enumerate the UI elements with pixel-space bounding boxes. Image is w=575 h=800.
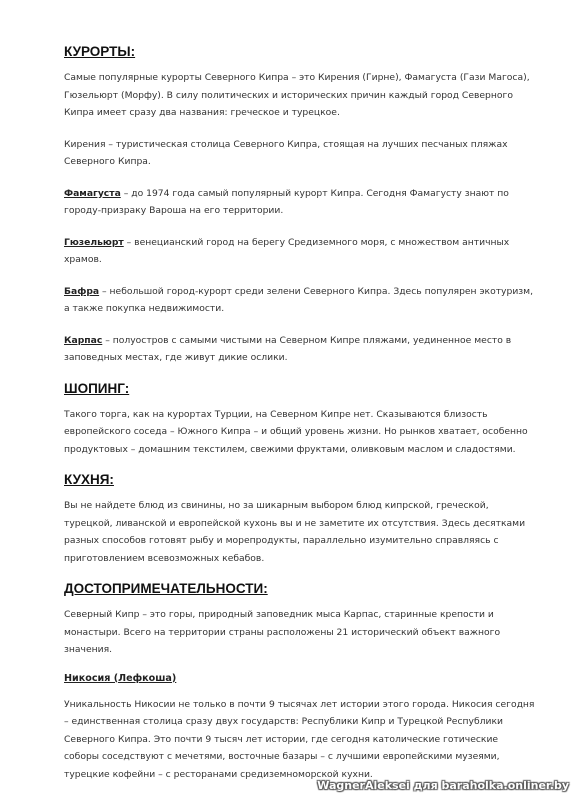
guzelyurt-paragraph (64, 234, 535, 269)
bafra-paragraph (64, 283, 535, 318)
famagusta-term: Фамагуста (64, 187, 121, 199)
karpas-paragraph (64, 332, 535, 367)
resorts-heading: КУРОРТЫ: (64, 44, 136, 59)
nicosia-heading: Никосия (Лефкоша) (64, 672, 177, 684)
shopping-paragraph: Такого торга, как на курортах Турции, на Северном Кипре нет. Сказываются близость европейского соседа – Южного Кипра – и общий уровень жизни. Но рынков хватает, особенно продуктовых – домашним текстилем, свежими фруктами, оливковым маслом и сладостями. (64, 408, 528, 455)
karpas-text: – полуостров с самыми чистыми на Северном Кипре пляжами, уединенное место в заповедных местах, где живут дикие ослики. (64, 334, 512, 363)
guzelyurt-text: – венецианский город на берегу Средиземного моря, с множеством античных храмов. (64, 236, 510, 265)
kyrenia-paragraph: Кирения – туристическая столица Северного Кипра, стоящая на лучших песчаных пляжах Северного Кипра. (64, 138, 508, 167)
karpas-term: Карпас (64, 334, 103, 346)
shopping-heading: ШОПИНГ: (64, 380, 130, 396)
sights-heading: ДОСТОПРИМЕЧАТЕЛЬНОСТИ: (64, 581, 268, 596)
cuisine-heading: КУХНЯ: (64, 472, 114, 487)
cuisine-paragraph: Вы не найдете блюд из свинины, но за шикарным выбором блюд кипрской, греческой, турецкой, ливанской и европейской кухонь вы и не заметите их отсутствия. Здесь десятками разных способов готовят рыбу и морепродукты, параллельно изумительно справляясь с приготовлением всевозможных кебабов. (64, 500, 526, 564)
famagusta-text: – до 1974 года самый популярный курорт Кипра. Сегодня Фамагусту знают по городу-призраку Вароша на его территории. (64, 187, 509, 216)
resorts-intro: Самые популярные курорты Северного Кипра – это Кирения (Гирне), Фамагуста (Гази Магоса), Гюзельюрт (Морфу). В силу политических и исторических причин каждый город Северного Кипра имеет сразу два названия: греческое и турецкое. (64, 72, 530, 118)
sights-paragraph: Северный Кипр – это горы, природный заповедник мыса Карпас, старинные крепости и монастыри. Всего на территории страны расположены 21 исторический объект важного значения. (64, 609, 501, 655)
famagusta-paragraph (64, 185, 535, 220)
nicosia-paragraph: Уникальность Никосии не только в почти 9 тысячах лет истории этого города. Никосия сегодня – единственная столица сразу двух государств: Республики Кипр и Турецкой Республики Северного Кипра. Это почти 9 тысяч лет истории, где сегодня католические готические соборы соседствуют с мечетями, восточные базары – с лучшими европейскими музеями, турецкие кофейни – с ресторанами средиземноморской кухни. (64, 698, 535, 780)
watermark: WagnerAleksei для baraholka.onliner.by (317, 779, 569, 792)
guzelyurt-term: Гюзельюрт (64, 236, 124, 248)
bafra-term: Бафра (64, 285, 100, 297)
bafra-text: – небольшой город-курорт среди зелени Северного Кипра. Здесь популярен экотуризм, а также покупка недвижимости. (64, 285, 534, 314)
